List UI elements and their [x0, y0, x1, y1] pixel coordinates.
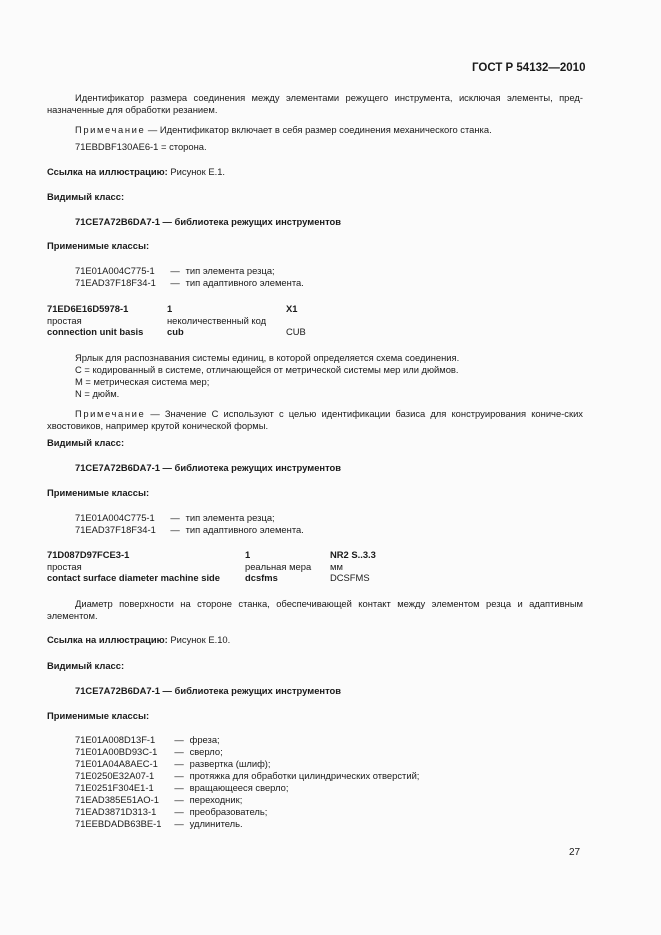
note-text: — Идентификатор включает в себя размер соединения механического станка.	[147, 124, 492, 135]
property-unit: мм	[330, 560, 343, 572]
applicable-classes-list	[75, 265, 304, 289]
class-desc: тип элемента резца;	[185, 512, 275, 523]
property-short: cub	[167, 326, 184, 337]
applicable-classes-label: Применимые классы:	[47, 487, 150, 498]
class-desc: переходник;	[189, 794, 243, 805]
text-line: Ярлык для распознавания системы единиц, в которой определяется схема соединения.	[75, 352, 460, 363]
property-code: NR2 S..3.3	[330, 549, 376, 560]
visible-class-label: Видимый класс:	[47, 191, 125, 202]
description-paragraph: Идентификатор размера соединения между элементами режущего инструмента, исключая элементы, пред-назначенные для обработки резанием.	[47, 92, 583, 115]
dash: —	[174, 770, 184, 781]
illustration-ref-value: Рисунок Е.10.	[170, 634, 231, 645]
list-item	[75, 524, 304, 536]
list-item	[75, 746, 419, 758]
class-desc: преобразователь;	[189, 806, 268, 817]
class-desc: тип адаптивного элемента.	[185, 277, 304, 288]
class-desc: развертка (шлиф);	[189, 758, 271, 769]
dash: —	[170, 524, 180, 535]
list-item	[75, 758, 419, 770]
class-code: 71EAD37F18F34-1	[75, 524, 156, 535]
applicable-classes-label: Применимые классы:	[47, 240, 150, 251]
standard-header: ГОСТ Р 54132—2010	[472, 62, 586, 74]
class-desc: тип элемента резца;	[185, 265, 275, 276]
note-text: — Значение С используют с целью идентификации базиса для конструирования кониче-ских хвостовиков, например крутой конической формы.	[47, 408, 583, 431]
class-desc: вращающееся сверло;	[189, 782, 289, 793]
dash: —	[170, 265, 180, 276]
property-type: простая	[47, 560, 82, 572]
class-desc: сверло;	[189, 746, 223, 757]
list-item	[75, 818, 419, 830]
applicable-classes-list	[75, 512, 304, 536]
class-code: 71E0250E32A07-1	[75, 770, 155, 781]
property-unit-desc: неколичественный код	[167, 314, 267, 326]
visible-class-label: Видимый класс:	[47, 437, 125, 448]
property-id: 71D087D97FCE3-1	[47, 549, 130, 560]
class-code: 71E01A00BD93C-1	[75, 746, 158, 757]
applicable-classes-label: Применимые классы:	[47, 710, 150, 721]
property-short-upper: CUB	[286, 326, 306, 337]
note	[47, 408, 583, 432]
dash: —	[170, 512, 180, 523]
list-item	[75, 265, 304, 277]
visible-class-label: Видимый класс:	[47, 660, 125, 671]
property-name-en: contact surface diameter machine side	[47, 572, 220, 583]
dash: —	[174, 782, 184, 793]
property-unit-desc: реальная мера	[245, 560, 312, 572]
property-name-en: connection unit basis	[47, 326, 144, 337]
class-desc: фреза;	[189, 734, 220, 745]
visible-class-value: 71CE7A72B6DA7-1 — библиотека режущих инструментов	[75, 462, 342, 473]
text-line: C = кодированный в системе, отличающейся от метрической системы мер или дюймов.	[75, 364, 459, 375]
list-item	[75, 277, 304, 289]
class-code: 71EAD37F18F34-1	[75, 277, 156, 288]
unit-system-lines	[75, 352, 459, 400]
side-definition: 71EBDBF130AE6-1 = сторона.	[75, 141, 207, 152]
dash: —	[174, 734, 184, 745]
list-item	[75, 512, 304, 524]
class-desc: удлинитель.	[189, 818, 243, 829]
property-short: dcsfms	[245, 572, 278, 583]
text-line: M = метрическая система мер;	[75, 376, 210, 387]
dash: —	[170, 277, 180, 288]
visible-class-value: 71CE7A72B6DA7-1 — библиотека режущих инструментов	[75, 216, 342, 227]
property-type: простая	[47, 314, 82, 326]
class-code: 71EEBDADB63BE-1	[75, 818, 162, 829]
note-label: Примечание	[75, 408, 146, 419]
class-code: 71E0251F304E1-1	[75, 782, 154, 793]
list-item	[75, 770, 419, 782]
note-label: Примечание	[75, 124, 146, 135]
class-code: 71EAD385E51AO-1	[75, 794, 159, 805]
property-code: X1	[286, 303, 298, 314]
class-code: 71E01A008D13F-1	[75, 734, 156, 745]
dash: —	[174, 806, 184, 817]
class-desc: протяжка для обработки цилиндрических отверстий;	[189, 770, 420, 781]
property-id: 71ED6E16D5978-1	[47, 303, 129, 314]
list-item	[75, 806, 419, 818]
dash: —	[174, 746, 184, 757]
applicable-classes-list	[75, 734, 419, 830]
property-version: 1	[167, 303, 173, 314]
dash: —	[174, 758, 184, 769]
illustration-ref-value: Рисунок Е.1.	[170, 166, 226, 177]
class-desc: тип адаптивного элемента.	[185, 524, 304, 535]
property-version: 1	[245, 549, 251, 560]
class-code: 71EAD3871D313-1	[75, 806, 157, 817]
page-number: 27	[569, 847, 581, 858]
property-short-upper: DCSFMS	[330, 572, 370, 583]
dash: —	[174, 818, 184, 829]
list-item	[75, 734, 419, 746]
text-line: N = дюйм.	[75, 388, 120, 399]
list-item	[75, 782, 419, 794]
class-code: 71E01A04A8AEC-1	[75, 758, 158, 769]
illustration-ref-label: Ссылка на иллюстрацию:	[47, 634, 168, 645]
dash: —	[174, 794, 184, 805]
illustration-ref-label: Ссылка на иллюстрацию:	[47, 166, 168, 177]
note	[75, 124, 492, 136]
illustration-ref	[47, 166, 225, 178]
class-code: 71E01A004C775-1	[75, 512, 155, 523]
illustration-ref	[47, 634, 230, 646]
list-item	[75, 794, 419, 806]
class-code: 71E01A004C775-1	[75, 265, 155, 276]
description-paragraph: Диаметр поверхности на стороне станка, обеспечивающей контакт между элементом резца и адаптивным элементом.	[47, 598, 583, 621]
visible-class-value: 71CE7A72B6DA7-1 — библиотека режущих инструментов	[75, 685, 342, 696]
